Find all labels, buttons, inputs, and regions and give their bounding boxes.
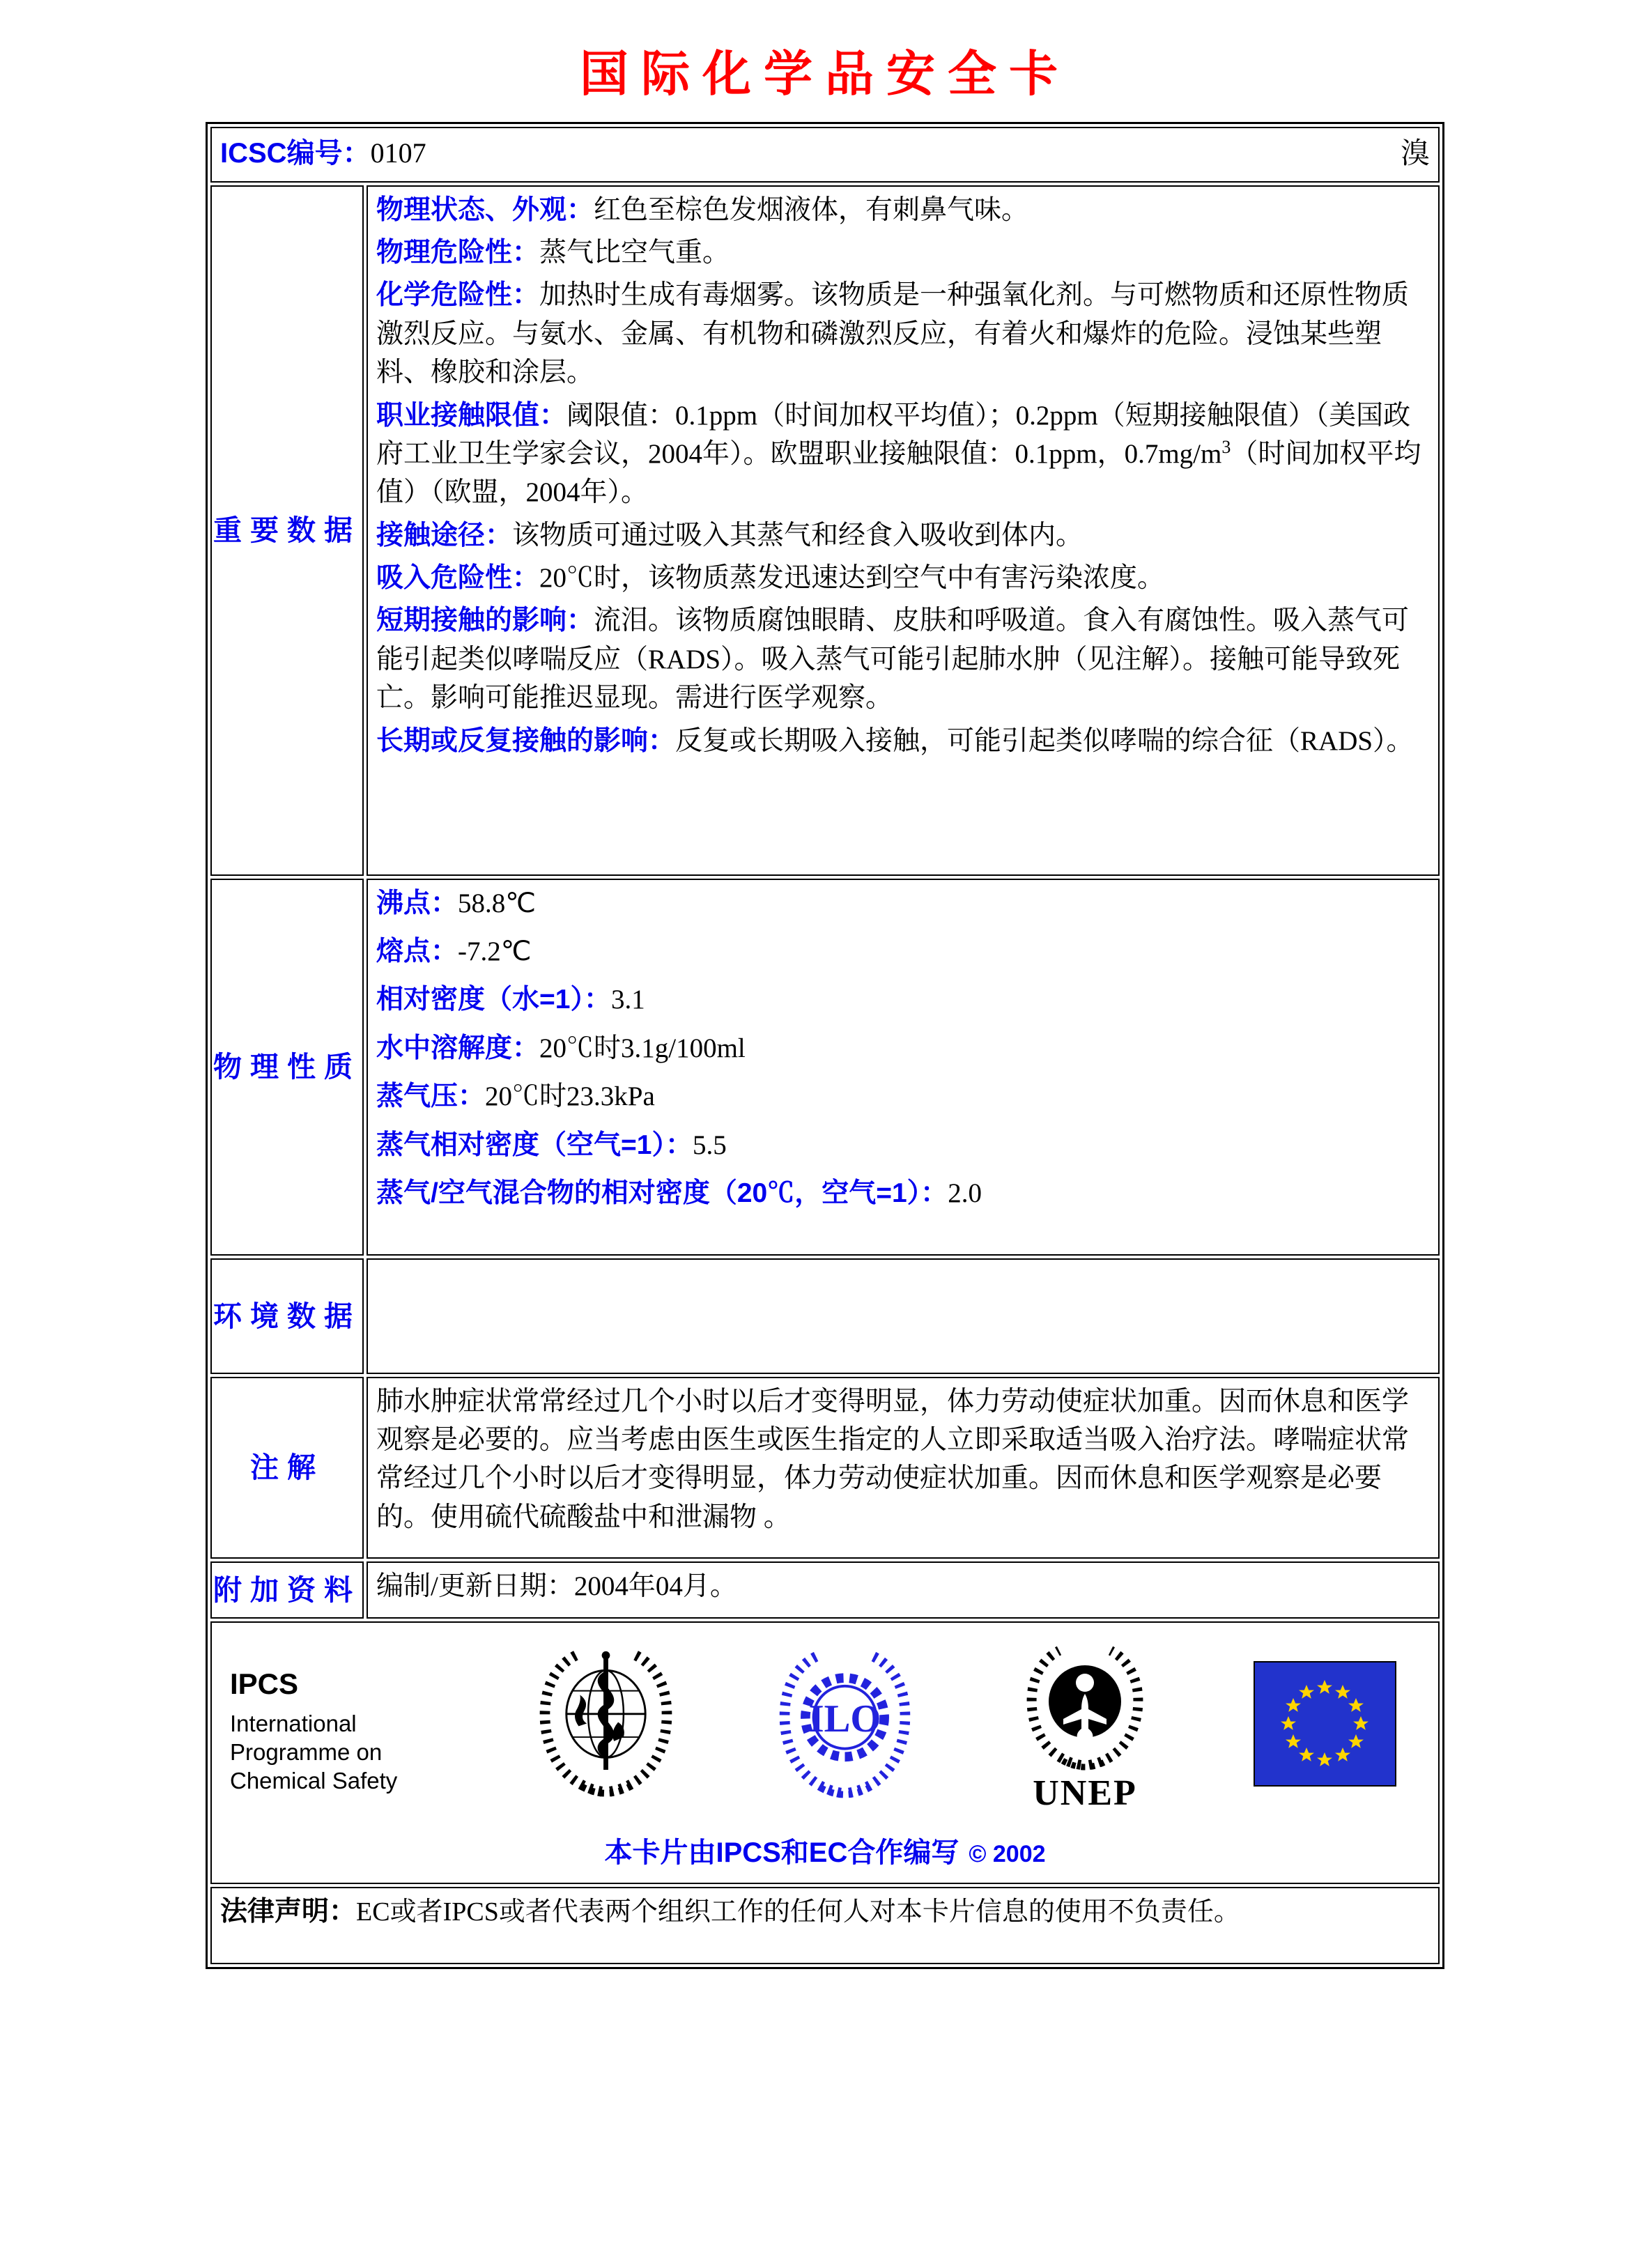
logos-band [226,1633,1424,1823]
field-vapor-relative-density [376,1126,1430,1164]
field-occupational-limits [376,396,1430,512]
field-value: 加热时生成有毒烟雾。该物质是一种强氧化剂。与可燃物质和还原性物质激烈反应。与氨水、金属、有机物和磷激烈反应，有着火和爆炸的危险。浸蚀某些塑料、橡胶和涂层。 [376,280,1410,388]
field-value: 蒸气比空气重。 [539,238,730,268]
field-short-term-effects [376,601,1430,717]
ipcs-line: Programme on [230,1739,383,1765]
ilo-letters: ILO [808,1697,881,1741]
field-value: 20℃时23.3kPa [485,1081,655,1112]
field-label: 相对密度（水=1）： [376,985,611,1015]
field-physical-danger [376,233,1430,272]
icsc-number-label: ICSC编号： [220,138,371,169]
legal-row [210,1887,1440,1964]
icsc-card-table [206,122,1444,1969]
copyright-text: © 2002 [969,1841,1046,1867]
field-value: 红色至棕色发烟液体，有刺鼻气味。 [594,194,1029,225]
field-label: 熔点： [376,936,458,966]
section-label-additional-info: 附加资料 [210,1561,364,1619]
superscript: 3 [1221,436,1231,457]
field-relative-density [376,980,1430,1019]
cooperation-caption [226,1833,1424,1873]
field-label: 吸入危险性： [376,563,540,593]
field-vapor-pressure [376,1077,1430,1116]
field-label: 蒸气压： [376,1081,486,1112]
icsc-number-value: 0107 [370,137,426,169]
page-title: 国际化学品安全卡 [580,48,1070,102]
ipcs-acronym: IPCS [230,1667,299,1701]
field-water-solubility [376,1029,1430,1067]
legal-text: EC或者IPCS或者代表两个组织工作的任何人对本卡片信息的使用不负责任。 [356,1897,1240,1927]
field-value: 2.0 [948,1178,982,1208]
eu-flag-icon [1254,1661,1396,1797]
field-label: 蒸气/空气混合物的相对密度（20℃，空气=1）： [376,1178,948,1208]
field-exposure-routes [376,516,1430,555]
section-label-important-data: 重要数据 [210,185,364,876]
field-label: 长期或反复接触的影响： [376,725,676,756]
notes-row [210,1377,1440,1559]
field-value: 20℃时3.1g/100ml [539,1033,746,1063]
who-emblem-icon [531,1646,681,1813]
additional-info-row [210,1561,1440,1619]
field-label: 水中溶解度： [376,1033,540,1063]
icsc-number-cell [210,127,1440,183]
legal-cell [210,1887,1440,1964]
unep-wordmark: UNEP [1032,1773,1137,1813]
field-label: 沸点： [376,888,458,918]
logos-cell [210,1621,1440,1884]
field-physical-state [376,191,1430,229]
environmental-data-row [210,1258,1440,1374]
chemical-name: 溴 [1400,138,1430,170]
section-label-environmental-data: 环境数据 [210,1258,364,1374]
legal-label: 法律声明： [220,1896,357,1927]
field-chemical-danger [376,276,1430,392]
ilo-emblem-icon [773,1646,916,1813]
field-label: 接触途径： [376,520,513,550]
section-label-physical-properties: 物理性质 [210,879,364,1256]
field-value: 5.5 [692,1129,727,1160]
field-melting-point [376,932,1430,971]
physical-properties-row [210,879,1440,1256]
ipcs-line: International [230,1710,357,1736]
notes-content: 肺水肿症状常常经过几个小时以后才变得明显，体力劳动使症状加重。因而休息和医学观察是必要的。应当考虑由医生或医生指定的人立即采取适当吸入治疗法。哮喘症状常常经过几个小时以后才变得明显，体力劳动使症状加重。因而休息和医学观察是必要的。使用硫代硫酸盐中和泄漏物 。 [367,1377,1440,1559]
important-data-content [367,185,1440,876]
field-label: 物理状态、外观： [376,194,594,225]
caption-text: 本卡片由IPCS和EC合作编写 [604,1837,959,1868]
field-label: 职业接触限值： [376,400,567,431]
unep-emblem-icon [1008,1635,1162,1823]
field-value: 阈限值：0.1ppm（时间加权平均值）；0.2ppm（短期接触限值）（美国政府工业卫生学家会议，2004年）。欧盟职业接触限值：0.1ppm，0.7mg/m [376,400,1411,469]
field-label: 物理危险性： [376,238,540,268]
field-value: 20℃时，该物质蒸发迅速达到空气中有害污染浓度。 [539,563,1165,593]
field-value: 58.8℃ [458,888,537,918]
environmental-data-content [367,1258,1440,1374]
field-label: 蒸气相对密度（空气=1）： [376,1129,693,1160]
field-value: -7.2℃ [458,936,532,966]
field-label: 短期接触的影响： [376,605,594,636]
field-value: 3.1 [610,985,645,1015]
additional-info-content: 编制/更新日期：2004年04月。 [367,1561,1440,1619]
section-label-notes: 注解 [210,1377,364,1559]
physical-properties-content [367,879,1440,1256]
icsc-number-row [210,127,1440,183]
field-vapor-air-mixture-density [376,1174,1430,1212]
field-long-term-effects [376,722,1430,760]
logos-row [210,1621,1440,1884]
ipcs-text-block [230,1663,439,1795]
field-value: （时间加权平均值）（欧盟，2004年）。 [376,438,1421,508]
field-label: 化学危险性： [376,280,540,311]
field-boiling-point [376,884,1430,923]
field-value: 反复或长期吸入接触，可能引起类似哮喘的综合征（RADS）。 [675,725,1414,756]
ipcs-line: Chemical Safety [230,1768,398,1794]
important-data-row [210,185,1440,876]
field-inhalation-risk [376,559,1430,597]
field-value: 流泪。该物质腐蚀眼睛、皮肤和呼吸道。食入有腐蚀性。吸入蒸气可能引起类似哮喘反应（RADS）。吸入蒸气可能引起肺水肿（见注解）。接触可能导致死亡。影响可能推迟显现。需进行医学观察。 [376,605,1410,713]
field-value: 该物质可通过吸入其蒸气和经食入吸收到体内。 [512,520,1084,550]
